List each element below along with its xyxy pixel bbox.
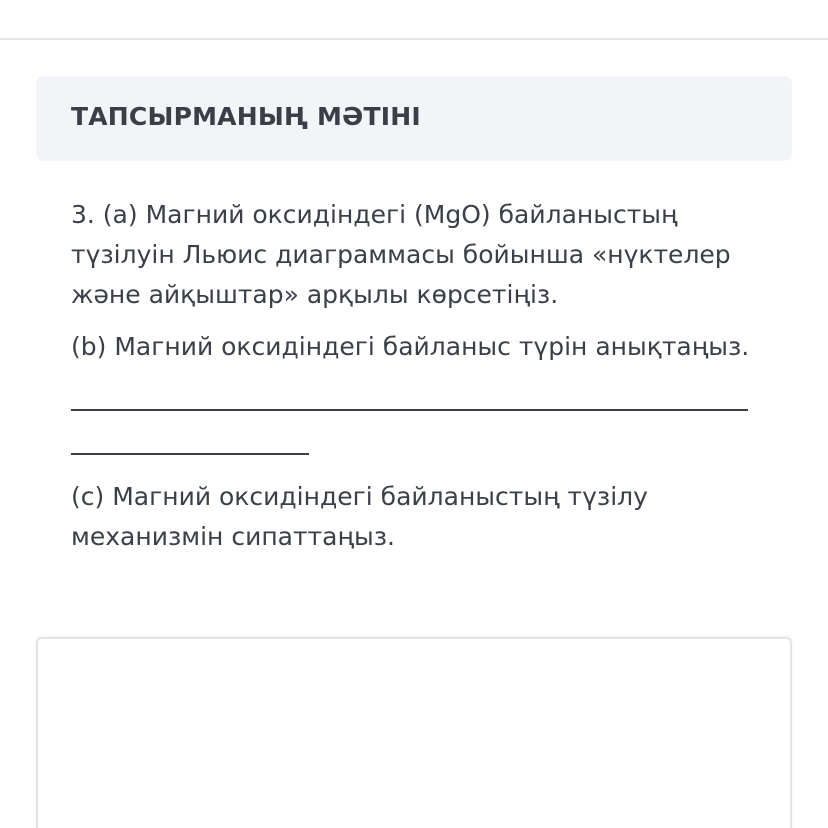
task-part-c: (c) Магний оксидіндегі байланыстың түзілу механизмін сипаттаңыз. [71, 482, 648, 551]
task-part-b: (b) Магний оксидіндегі байланыс түрін анықтаңыз. [71, 332, 750, 361]
task-header-title: ТАПСЫРМАНЫҢ МӘТІНІ [71, 102, 421, 131]
answer-blank-line-1 [71, 409, 748, 411]
top-divider [0, 38, 828, 40]
task-part-a: 3. (a) Магний оксидіндегі (MgO) байланыстың түзілуін Льюис диаграммасы бойынша «нүктелер және айқыштар» арқылы көрсетіңіз. [71, 200, 731, 309]
answer-input-box[interactable] [36, 637, 792, 828]
answer-blank-lines [71, 373, 771, 477]
answer-blank-line-2 [71, 453, 309, 455]
task-header [36, 76, 792, 161]
task-text [71, 195, 771, 557]
